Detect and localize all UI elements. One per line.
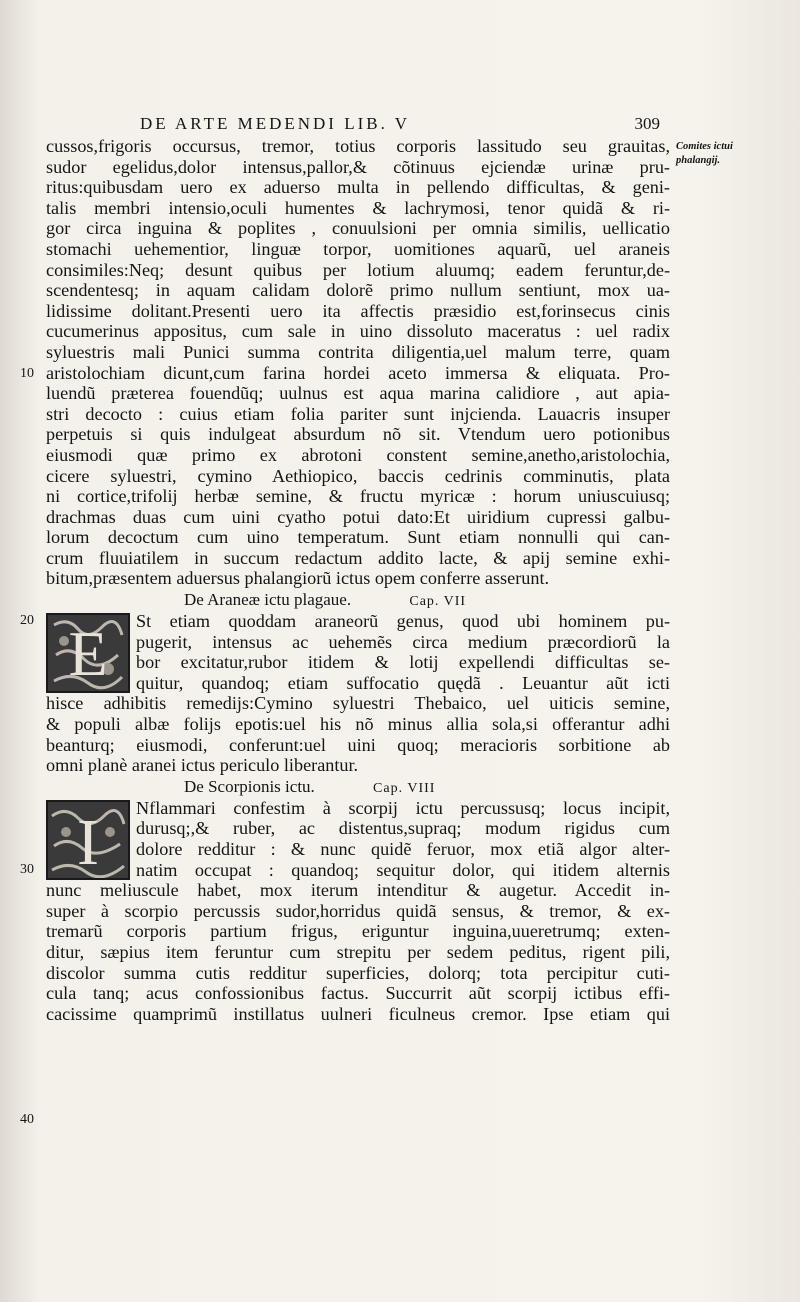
text-line: ritus:quibusdam uero ex aduerso multa in pellendo difficultas, & geni- bbox=[46, 177, 670, 198]
text-line: omni planè aranei ictus periculo liberantur. bbox=[46, 755, 359, 776]
text-line: gor circa inguina & poplites , conuulsioni per omnia similis, uellicatio bbox=[46, 218, 670, 239]
chapter-heading-8 bbox=[46, 776, 670, 798]
text-line: ditur, sæpius item feruntur cum strepitu per sedem peditus, rigent pili, bbox=[46, 941, 670, 962]
text-line: consimiles:Neq; desunt quibus per lotium aluumq; eadem feruntur,de- bbox=[46, 259, 670, 280]
text-line: & populi albæ folijs epotis:uel his nõ minus allia sola,si offerantur adhi bbox=[46, 714, 670, 735]
chapter-number: Cap. VIII bbox=[373, 780, 436, 796]
text-line: scendentesq; in aquam calidam dolorẽ primo nullum sentiunt, mox ua- bbox=[46, 280, 670, 301]
text-line: eiusmodi quæ primo ex abrotoni constent semine,anetho,aristolochia, bbox=[46, 444, 670, 465]
marginal-note bbox=[676, 140, 796, 168]
text-line: lorum decoctum cum uino temperatum. Sunt etiam nonnulli qui can- bbox=[46, 527, 670, 548]
text-line: quitur, quandoq; etiam suffocatio quędã . Leuantur aũt icti bbox=[136, 672, 670, 693]
text-line: super à scorpio percussis sudor,horridus quidã sensus, & tremor, & ex- bbox=[46, 900, 670, 921]
text-line: nunc meliuscule habet, mox iterum intenditur & augetur. Accedit in- bbox=[46, 880, 670, 901]
text-line: St etiam quoddam araneorũ genus, quod ubi hominem pu- bbox=[136, 611, 670, 632]
decorated-initial-i-icon bbox=[46, 800, 130, 880]
text-line: durusq;,& ruber, ac distentus,supraq; modum rigidus cum bbox=[136, 818, 670, 839]
running-header bbox=[140, 114, 660, 134]
folio-number: 309 bbox=[634, 114, 660, 133]
text-line: dolore redditur : & nunc quidẽ feruor, mox etiã algor alter- bbox=[136, 839, 670, 859]
section-phalangium bbox=[46, 136, 670, 589]
section-aranea bbox=[46, 611, 670, 693]
decorated-initial-e-icon bbox=[46, 613, 130, 693]
text-line: drachmas duas cum uini cyatho potui dato:Et uiridium cupressi galbu- bbox=[46, 506, 670, 527]
text-line: beanturq; eiusmodi, conferunt:uel uini quoq; meracioris sorbitione ab bbox=[46, 734, 670, 755]
text-line: sudor egelidus,dolor intensus,pallor,& cõtinuus ejciendæ urinæ pru- bbox=[46, 156, 670, 177]
text-line: cussos,frigoris occursus, tremor, totius corporis lassitudo seu grauitas, bbox=[46, 136, 670, 156]
text-line: luendũ præterea fouendũq; uulnus est aqua marina calidiore , aut apia- bbox=[46, 383, 670, 404]
text-line: pugerit, intensus ac uehemẽs circa medium præcordiorũ la bbox=[136, 631, 670, 652]
svg-text:I: I bbox=[77, 805, 99, 878]
text-line: talis membri intensio,oculi humentes & lachrymosi, tenor quidã & ri- bbox=[46, 197, 670, 218]
chapter-title: De Araneæ ictu plagaue. bbox=[184, 590, 352, 610]
text-line: stri decocto : cuius etiam folia pariter sunt injcienda. Lauacris insuper bbox=[46, 403, 670, 424]
text-line: cula tanq; acus confossionibus factus. Succurrit aũt scorpij ictibus effi- bbox=[46, 983, 670, 1004]
chapter-number: Cap. VII bbox=[409, 594, 467, 610]
text-line: bor excitatur,rubor itidem & lotij expellendi difficultas se- bbox=[136, 652, 670, 673]
text-line: syluestris mali Punici summa contrita diligentia,uel malum terre, quam bbox=[46, 341, 670, 362]
text-line: cicere syluestri, cymino Aethiopico, baccis cedrinis comminutis, plata bbox=[46, 465, 670, 486]
text-line: ni cortice,trifolij herbæ semine, & fructu myricæ : horum uniuscuiusq; bbox=[46, 486, 670, 507]
line-number: 10 bbox=[20, 366, 34, 381]
running-title: DE ARTE MEDENDI LIB. V bbox=[140, 114, 411, 133]
text-line: lidissime dolitant.Presenti uero ita affectis præsidio est,forinsecus cinis bbox=[46, 300, 670, 321]
text-line: cucumerinus appositus, cum sale in uino dissoluto maceratus : uel radix bbox=[46, 321, 670, 342]
line-number: 20 bbox=[20, 613, 34, 628]
line-number: 30 bbox=[20, 862, 34, 877]
line-number: 40 bbox=[20, 1112, 34, 1127]
text-line: Nflammari confestim à scorpij ictu percussusq; locus incipit, bbox=[136, 797, 670, 818]
chapter-heading-7 bbox=[46, 589, 670, 611]
section-scorpio bbox=[46, 798, 670, 880]
text-line: bitum,præsentem aduersus phalangiorũ ictus opem conferre asserunt. bbox=[46, 568, 550, 589]
text-line: aristolochiam dicunt,cum farina hordei aceto immersa & eliquata. Pro- bbox=[46, 362, 670, 383]
marginal-note-line: Comites ictui bbox=[676, 141, 733, 152]
marginal-note-line: phalangij. bbox=[676, 155, 721, 166]
text-line: stomachi uehementior, linguæ torpor, uomitiones aquarũ, uel araneis bbox=[46, 238, 670, 259]
text-line: cacissime quamprimũ instillatus uulneri ficulneus cremor. Ipse etiam qui bbox=[46, 1003, 670, 1024]
text-line: natim occupat : quandoq; sequitur dolor, qui itidem alternis bbox=[136, 859, 670, 880]
text-line: discolor summa cutis redditur superficies, dolorq; tota percipitur cuti- bbox=[46, 962, 670, 983]
text-line: perpetuis si quis indulgeat absurdum nõ sit. Vtendum uero potionibus bbox=[46, 424, 670, 445]
svg-text:E: E bbox=[68, 618, 108, 690]
chapter-title: De Scorpionis ictu. bbox=[184, 776, 315, 796]
text-line: tremarũ corporis partium frigus, eriguntur inguina,uueretrumq; exten- bbox=[46, 921, 670, 942]
main-text bbox=[46, 136, 670, 1024]
text-line: crum fluuiatilem in succum redactum addito lacte, & apij semine exhi- bbox=[46, 547, 670, 568]
text-line: hisce adhibitis remedijs:Cymino syluestri Thebaico, uel uiticis semine, bbox=[46, 693, 670, 714]
